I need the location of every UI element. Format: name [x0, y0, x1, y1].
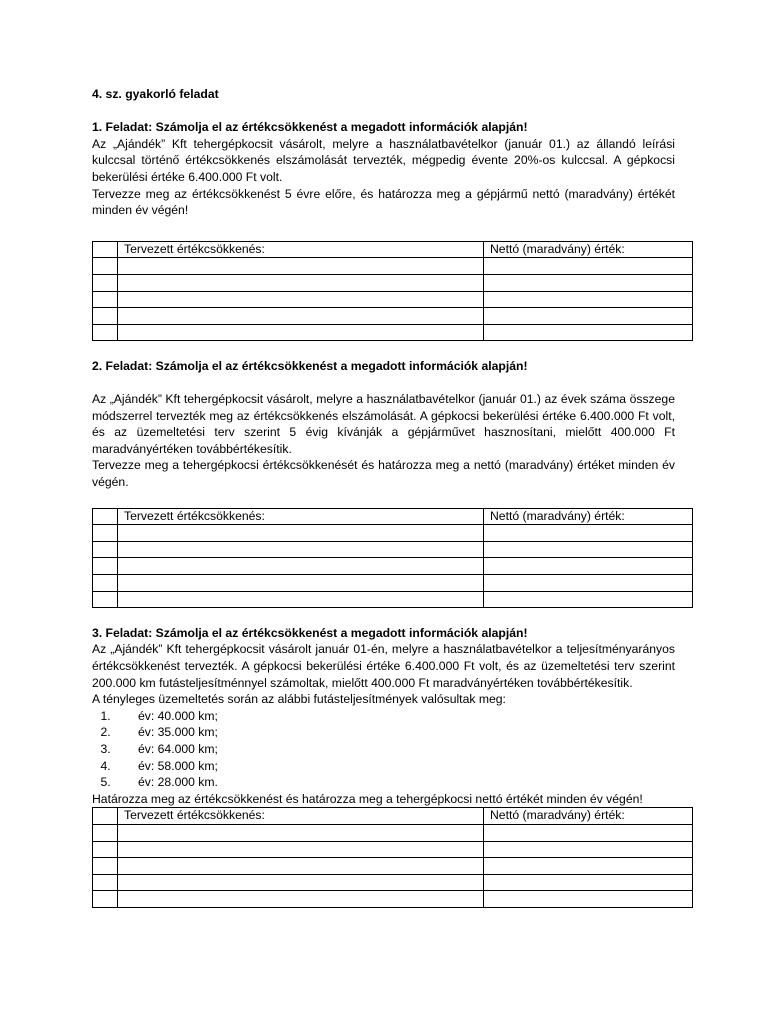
table-row	[93, 525, 693, 542]
task3-table	[92, 807, 693, 908]
table-cell[interactable]	[484, 324, 693, 341]
table-cell[interactable]	[93, 808, 118, 825]
table-row	[93, 291, 693, 308]
table-cell[interactable]	[484, 274, 693, 291]
table-cell[interactable]	[93, 824, 118, 841]
table-cell[interactable]	[93, 858, 118, 875]
table-row	[93, 575, 693, 592]
table-row	[93, 308, 693, 325]
table-cell[interactable]	[93, 558, 118, 575]
table-row	[93, 558, 693, 575]
mileage-list	[92, 708, 675, 791]
table-cell[interactable]	[484, 824, 693, 841]
table-cell[interactable]	[118, 274, 484, 291]
table-cell[interactable]	[93, 591, 118, 608]
table-cell[interactable]	[93, 525, 118, 542]
table-cell[interactable]	[118, 558, 484, 575]
table-header-row	[93, 241, 693, 258]
task3-paragraph-3: Határozza meg az értékcsökkenést és határozza meg a tehergépkocsi nettó értékét minden év végén!	[92, 791, 643, 806]
task2-heading: 2. Feladat: Számolja el az értékcsökkenést a megadott információk alapján!	[92, 358, 528, 373]
table-row	[93, 324, 693, 341]
table-cell[interactable]	[118, 258, 484, 275]
task2-table	[92, 508, 693, 609]
table-cell[interactable]	[118, 824, 484, 841]
net-value-header: Nettó (maradvány) érték:	[484, 241, 693, 258]
table-cell[interactable]	[93, 575, 118, 592]
table-cell[interactable]	[93, 258, 118, 275]
table-cell[interactable]	[118, 291, 484, 308]
table-cell[interactable]	[118, 841, 484, 858]
list-item: 2. év: 35.000 km;	[114, 724, 675, 741]
table-row	[93, 858, 693, 875]
table-cell[interactable]	[118, 324, 484, 341]
task3-paragraph-1: Az „Ajándék” Kft tehergépkocsit vásárolt január 01-én, melyre a használatbavételkor a teljesítményarányos értékcsökkenést tervezték. A gépkocsi bekerülési értéke 6.400.000 Ft volt, és az üzemeltetési terv szerint 200.000 km futásteljesítménnyel számoltak, mielőtt 400.000 Ft maradványértéken továbbértékesítik.	[92, 642, 675, 690]
table-cell[interactable]	[484, 591, 693, 608]
document-title: 4. sz. gyakorló feladat	[92, 87, 219, 101]
planned-depreciation-header: Tervezett értékcsökkenés:	[118, 808, 484, 825]
table-row	[93, 891, 693, 908]
table-cell[interactable]	[484, 258, 693, 275]
table-cell[interactable]	[93, 291, 118, 308]
table-cell[interactable]	[484, 541, 693, 558]
net-value-header: Nettó (maradvány) érték:	[484, 808, 693, 825]
table-cell[interactable]	[118, 858, 484, 875]
task1-paragraph-2: Tervezze meg az értékcsökkenést 5 évre előre, és határozza meg a gépjármű nettó (maradvány) értékét minden év végén!	[92, 186, 675, 218]
table-cell[interactable]	[484, 841, 693, 858]
table-cell[interactable]	[118, 591, 484, 608]
table-cell[interactable]	[484, 858, 693, 875]
table-cell[interactable]	[118, 874, 484, 891]
table-row	[93, 541, 693, 558]
list-item: 4. év: 58.000 km;	[114, 758, 675, 775]
table-cell[interactable]	[118, 575, 484, 592]
table-cell[interactable]	[118, 525, 484, 542]
list-item: 3. év: 64.000 km;	[114, 741, 675, 758]
table-cell[interactable]	[93, 874, 118, 891]
table-row	[93, 258, 693, 275]
table-cell[interactable]	[93, 841, 118, 858]
task1-paragraph-1: Az „Ajándék” Kft tehergépkocsit vásárolt, melyre a használatbavételkor (január 01.) az állandó leírási kulccsal történő értékcsökkenés elszámolását tervezték, mégpedig évente 20%-os kulccsal. A gépkocsi bekerülési értéke 6.400.000 Ft volt.	[92, 136, 675, 184]
table-cell[interactable]	[93, 308, 118, 325]
list-item: 5. év: 28.000 km.	[114, 774, 675, 791]
table-cell[interactable]	[118, 891, 484, 908]
list-item: 1. év: 40.000 km;	[114, 708, 675, 725]
table-header-row	[93, 808, 693, 825]
table-cell[interactable]	[93, 891, 118, 908]
table-cell[interactable]	[484, 874, 693, 891]
planned-depreciation-header: Tervezett értékcsökkenés:	[118, 508, 484, 525]
table-cell[interactable]	[118, 308, 484, 325]
task2-paragraph-2: Tervezze meg a tehergépkocsi értékcsökkenését és határozza meg a nettó (maradvány) értéket minden év végén.	[92, 458, 675, 490]
document-page	[92, 86, 675, 908]
table-cell[interactable]	[484, 308, 693, 325]
table-cell[interactable]	[93, 241, 118, 258]
table-row	[93, 824, 693, 841]
table-row	[93, 841, 693, 858]
net-value-header: Nettó (maradvány) érték:	[484, 508, 693, 525]
planned-depreciation-header: Tervezett értékcsökkenés:	[118, 241, 484, 258]
task3-heading: 3. Feladat: Számolja el az értékcsökkenést a megadott információk alapján!	[92, 625, 528, 640]
table-cell[interactable]	[93, 508, 118, 525]
table-cell[interactable]	[484, 575, 693, 592]
table-row	[93, 874, 693, 891]
task3-paragraph-2: A tényleges üzemeltetés során az alábbi futásteljesítmények valósultak meg:	[92, 692, 506, 707]
table-cell[interactable]	[484, 891, 693, 908]
task1-table	[92, 241, 693, 342]
table-header-row	[93, 508, 693, 525]
table-cell[interactable]	[484, 525, 693, 542]
table-cell[interactable]	[118, 541, 484, 558]
table-cell[interactable]	[93, 274, 118, 291]
table-cell[interactable]	[484, 558, 693, 575]
table-cell[interactable]	[93, 541, 118, 558]
table-row	[93, 591, 693, 608]
task1-heading: 1. Feladat: Számolja el az értékcsökkenést a megadott információk alapján!	[92, 120, 528, 135]
task2-paragraph-1: Az „Ajándék” Kft tehergépkocsit vásárolt, melyre a használatbavételkor (január 01.) az évek száma összege módszerrel tervezték meg az értékcsökkenés elszámolását. A gépkocsi bekerülési értéke 6.400.000 Ft volt, és az üzemeltetési terv szerint 5 évig kívánják a gépjárművet hasznosítani, mielőtt 400.000 Ft maradványértéken továbbértékesítik.	[92, 392, 675, 456]
table-row	[93, 274, 693, 291]
table-cell[interactable]	[93, 324, 118, 341]
table-cell[interactable]	[484, 291, 693, 308]
